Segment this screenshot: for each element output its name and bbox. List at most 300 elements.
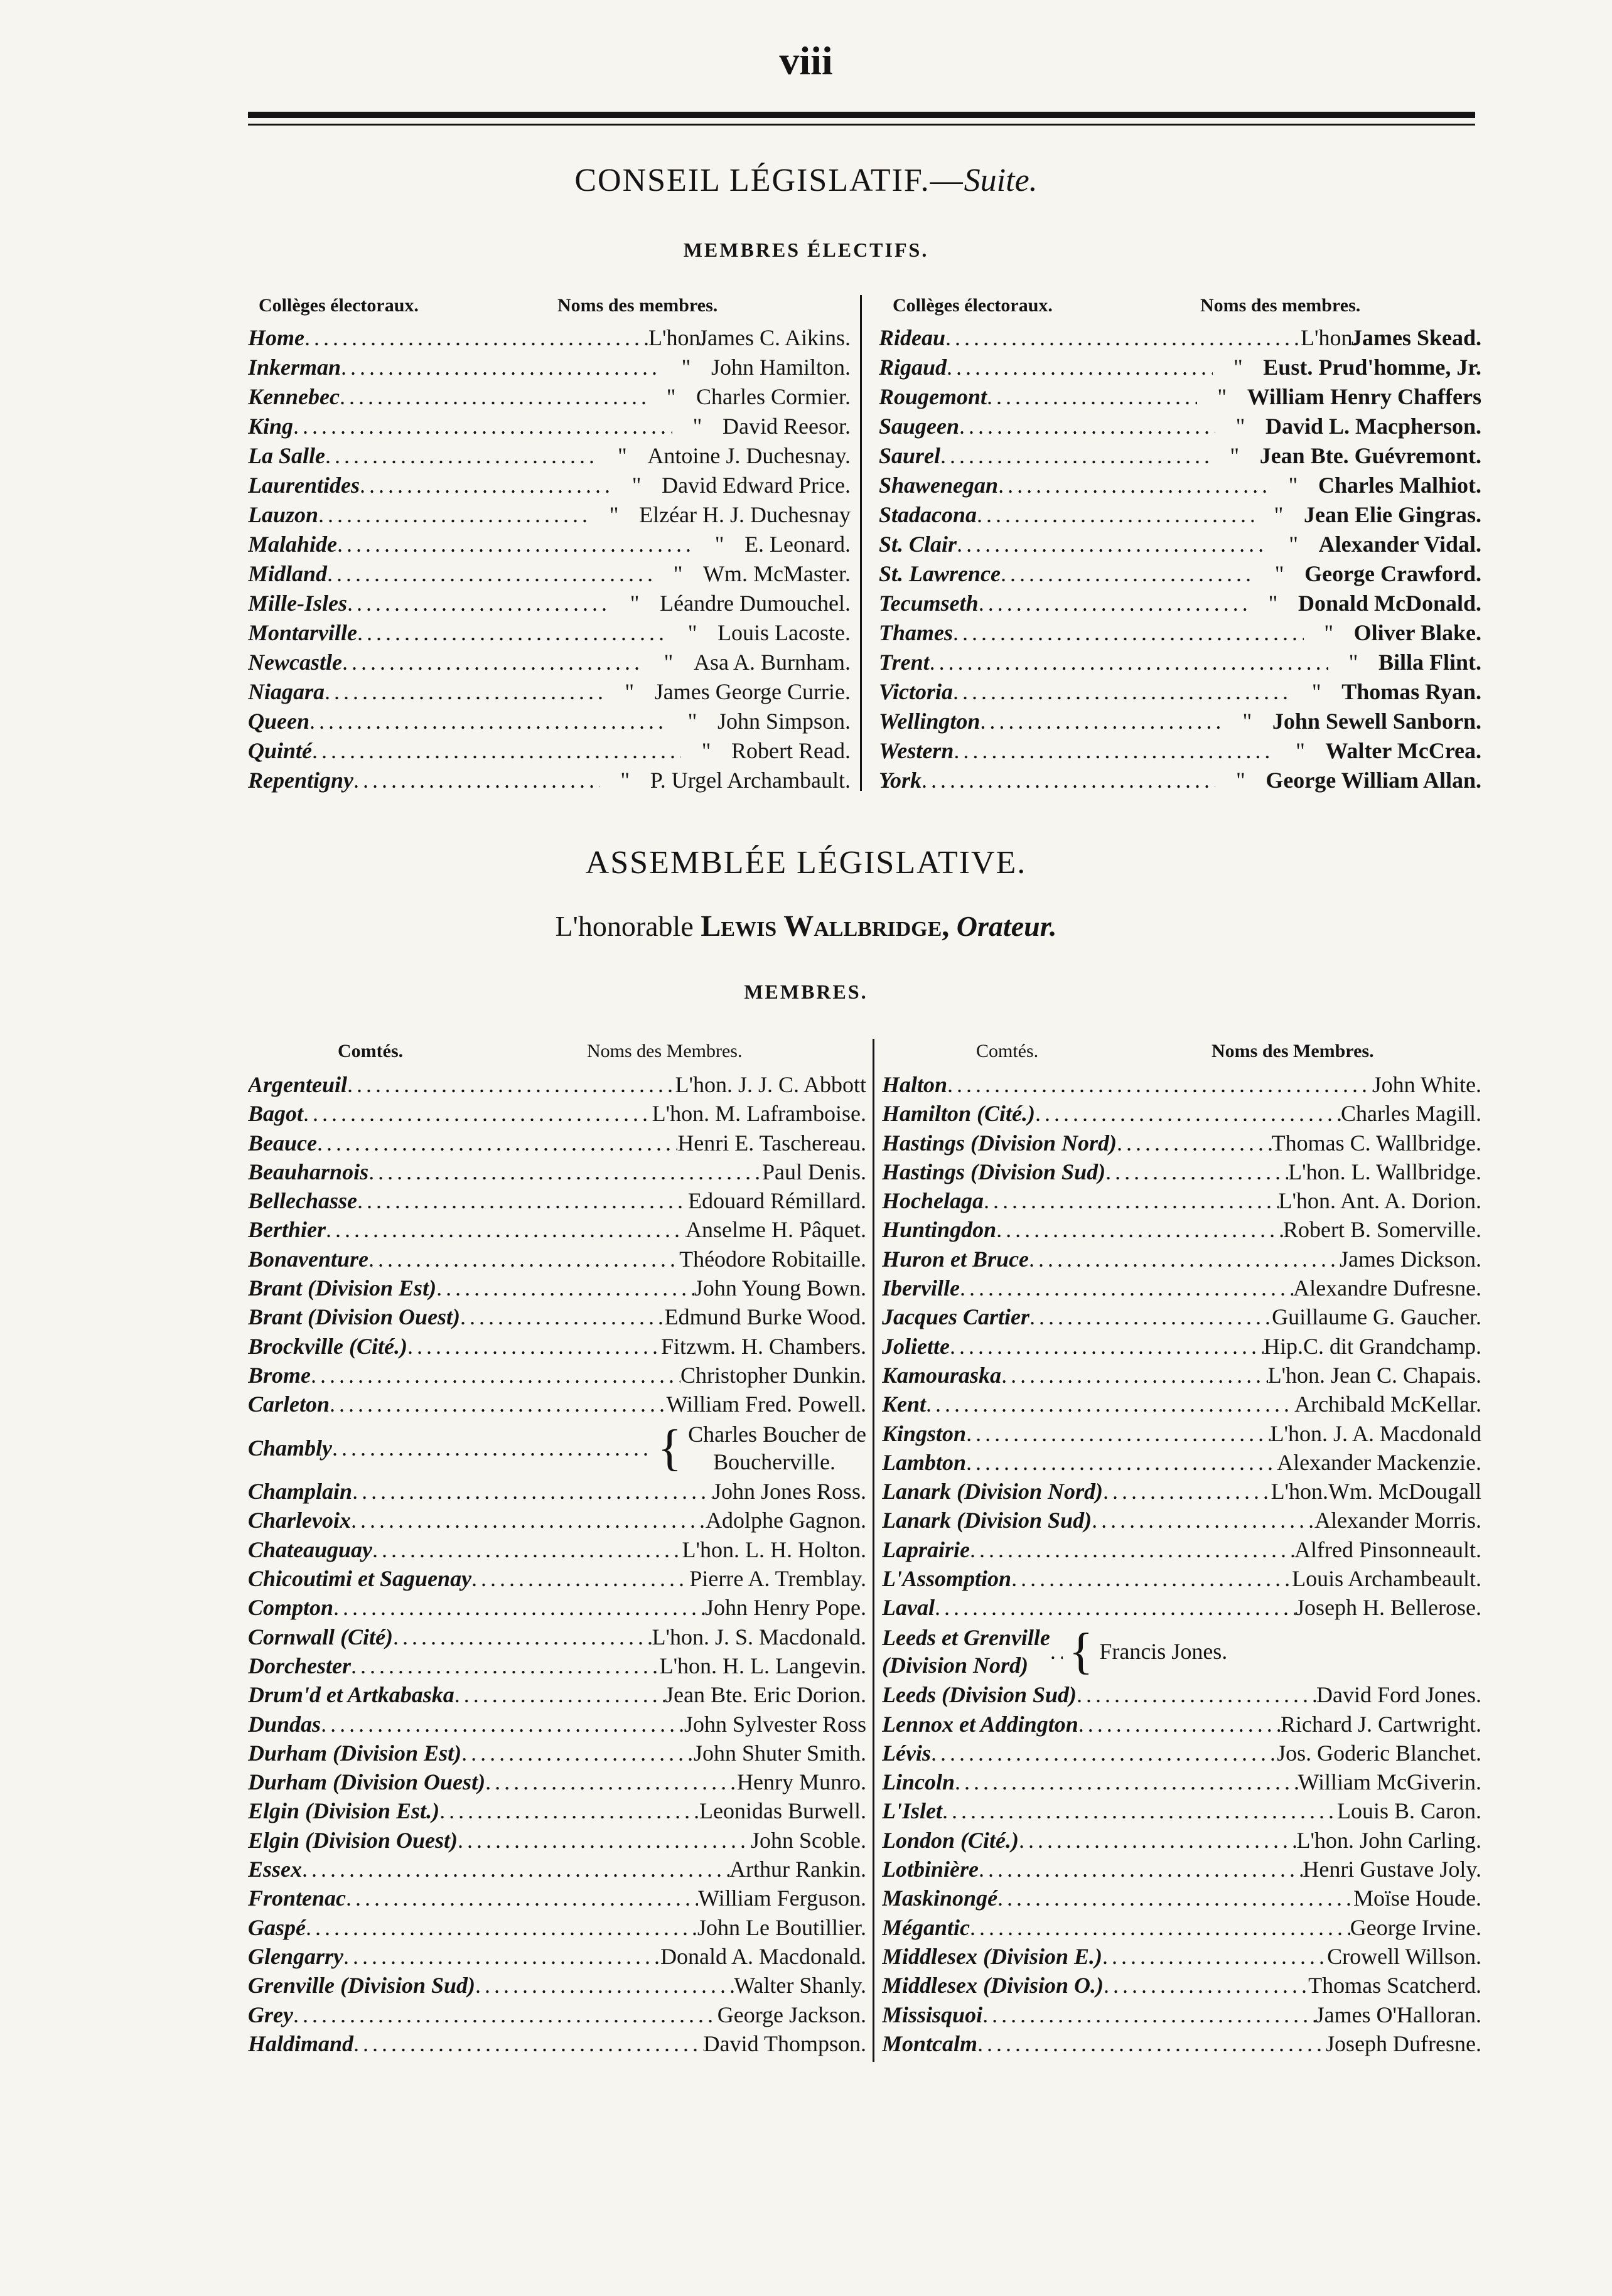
list-item [879, 589, 1481, 618]
leader-dots [966, 1419, 1270, 1448]
comte-name: Mégantic [882, 1914, 970, 1940]
ditto-mark: " [673, 561, 683, 586]
assemblee-column-divider [873, 1039, 874, 2062]
leader-dots [325, 441, 597, 471]
comte-name: Bonaventure [248, 1246, 369, 1272]
ditto-mark: " [1289, 532, 1298, 557]
list-item [248, 2029, 866, 2058]
college-name: Home [248, 325, 304, 350]
list-item [248, 1361, 866, 1390]
college-name: York [879, 768, 922, 793]
comte-name: Compton [248, 1595, 334, 1621]
member-line-2: Boucherville. [713, 1449, 836, 1474]
college-name: Mille-Isles [248, 591, 347, 616]
list-item [248, 530, 851, 559]
leader-dots [332, 1434, 652, 1462]
comte-name: Chicoutimi et Saguenay [248, 1566, 472, 1592]
leader-dots [346, 1884, 698, 1912]
list-item [248, 1186, 866, 1215]
member-name: Hip.C. dit Grandchamp. [1264, 1333, 1481, 1359]
leader-dots [325, 677, 604, 707]
list-item [248, 736, 851, 766]
leader-dots [342, 648, 643, 677]
list-item [882, 1157, 1481, 1186]
list-item [248, 1506, 866, 1535]
leader-dots [454, 1680, 665, 1709]
header-rule-thick [248, 112, 1475, 118]
leader-dots [304, 323, 648, 353]
ditto-mark: " [1230, 443, 1240, 468]
member-name: Léandre Dumouchel. [660, 591, 851, 616]
leader-dots [950, 1332, 1264, 1361]
member-name: John Shuter Smith. [693, 1740, 866, 1766]
conseil-right-col-noms: Noms des membres. [1200, 295, 1361, 316]
list-item [248, 1129, 866, 1157]
list-item [248, 441, 851, 471]
leader-dots [953, 618, 1304, 648]
orateur-role: Orateur. [956, 910, 1057, 942]
leader-dots [1035, 1099, 1341, 1128]
brace-glyph: { [1068, 1623, 1093, 1679]
ditto-mark: " [1233, 355, 1243, 380]
leader-dots [977, 500, 1254, 530]
ditto-mark: " [625, 679, 635, 704]
member-name: Richard J. Cartwright. [1281, 1711, 1481, 1737]
member-name: William Henry Chaffers [1247, 384, 1481, 409]
comte-name: Champlain [248, 1479, 353, 1505]
member-name: John Sylvester Ross [684, 1711, 866, 1737]
member-name: John Jones Ross. [712, 1479, 866, 1505]
list-item [879, 677, 1481, 707]
member-name: Alexander Vidal. [1318, 532, 1481, 557]
leader-dots [368, 1245, 679, 1274]
leader-dots [340, 382, 646, 412]
leader-dots [960, 1274, 1293, 1302]
member-name: Joseph H. Bellerose. [1296, 1595, 1481, 1621]
member-name: Jean Elie Gingras. [1303, 502, 1481, 527]
comte-name: Dorchester [248, 1653, 351, 1678]
list-item [248, 677, 851, 707]
member-name: Archibald McKellar. [1294, 1392, 1481, 1417]
list-item [248, 1796, 866, 1825]
member-name: Alexandre Dufresne. [1293, 1275, 1481, 1301]
comte-name: Lennox et Addington [882, 1711, 1078, 1737]
list-item [879, 648, 1481, 677]
member-name: John Sewell Sanborn. [1272, 709, 1481, 734]
member-name: Walter Shanly. [734, 1973, 866, 1998]
leader-dots [311, 1361, 680, 1390]
ditto-mark: L'hon. [648, 325, 706, 350]
comte-name: Beauce [248, 1130, 317, 1156]
ditto-mark: " [1235, 414, 1245, 439]
list-item [882, 1855, 1481, 1884]
leader-dots [326, 1215, 685, 1244]
list-item [248, 1390, 866, 1419]
leader-dots [372, 1535, 682, 1564]
conseil-right-list [879, 323, 1481, 795]
leader-dots [1102, 1942, 1327, 1971]
member-name: John Simpson. [717, 709, 851, 734]
member-name: E. Leonard. [744, 532, 851, 557]
leader-dots [347, 1070, 675, 1099]
leader-dots [357, 618, 667, 648]
ditto-mark: " [620, 768, 630, 793]
leader-dots [997, 1884, 1353, 1912]
member-name: L'hon. J. S. Macdonald. [652, 1624, 866, 1650]
college-name: Stadacona [879, 502, 977, 527]
list-item [882, 1274, 1481, 1302]
leader-dots [343, 1942, 660, 1971]
ditto-mark: " [1324, 620, 1334, 645]
orateur-name: Lewis Wallbridge, [701, 909, 950, 943]
leader-dots [302, 1855, 729, 1884]
member-name: P. Urgel Archambault. [650, 768, 851, 793]
list-item [879, 382, 1481, 412]
list-item [248, 1855, 866, 1884]
member-name: John Le Boutillier. [697, 1914, 866, 1940]
leader-dots [998, 471, 1268, 500]
list-item [879, 766, 1481, 795]
list-item [879, 441, 1481, 471]
leader-dots [970, 1535, 1294, 1564]
list-item [248, 2000, 866, 2029]
comte-name: Maskinongé [882, 1886, 998, 1911]
assemblee-left-list [248, 1070, 866, 2058]
list-item [248, 766, 851, 795]
ditto-mark: " [1235, 768, 1245, 793]
comte-name: Hastings (Division Nord) [882, 1130, 1117, 1156]
ditto-mark: " [1274, 561, 1284, 586]
comte-name: L'Islet [882, 1798, 942, 1824]
college-name: La Salle [248, 443, 325, 468]
leader-dots [1050, 1638, 1063, 1665]
list-item [882, 1506, 1481, 1535]
list-item [248, 471, 851, 500]
member-name: Donald A. Macdonald. [660, 1943, 866, 1969]
comte-name: Missisquoi [882, 2002, 983, 2027]
conseil-subtitle: MEMBRES ÉLECTIFS. [683, 239, 929, 261]
comte-name: Grenville (Division Sud) [248, 1973, 476, 1998]
college-name: Victoria [879, 679, 954, 704]
leader-dots [1011, 1564, 1292, 1593]
college-name: Montarville [248, 620, 358, 645]
member-name: David Edward Price. [662, 473, 851, 498]
comte-name: L'Assomption [882, 1566, 1012, 1592]
list-item [248, 1332, 866, 1361]
list-item [248, 1942, 866, 1971]
leader-dots [935, 1593, 1296, 1622]
list-item [879, 353, 1481, 382]
list-item [248, 1535, 866, 1564]
comte-name: Cornwall (Cité) [248, 1624, 394, 1650]
leader-dots [333, 1593, 705, 1622]
comte-name: Elgin (Division Ouest) [248, 1827, 458, 1853]
member-name: Charles Cormier. [696, 384, 851, 409]
comte-name: Durham (Division Ouest) [248, 1769, 486, 1795]
member-name: Jean Bte. Guévremont. [1259, 443, 1481, 468]
member-name: David Ford Jones. [1316, 1682, 1481, 1708]
member-name: Moïse Houde. [1353, 1886, 1481, 1911]
comte-name: Lambton [882, 1449, 967, 1475]
list-item [248, 1913, 866, 1942]
page-number: viii [779, 38, 833, 83]
list-item [882, 1564, 1481, 1593]
member-name: James C. Aikins. [698, 325, 851, 350]
list-item [248, 1099, 866, 1128]
comte-line-1: Leeds et Grenville [882, 1624, 1050, 1650]
comte-name: Berthier [248, 1217, 326, 1243]
list-item [882, 1768, 1481, 1796]
comte-name: Lanark (Division Sud) [882, 1508, 1092, 1533]
list-item [882, 1623, 1481, 1681]
member-name: Donald McDonald. [1298, 591, 1481, 616]
member-name [688, 1420, 866, 1476]
member-name: Arthur Rankin. [729, 1857, 866, 1882]
comte-name: Hochelaga [882, 1188, 984, 1214]
leader-dots [984, 1186, 1279, 1215]
leader-dots [953, 677, 1291, 707]
leader-dots [957, 530, 1269, 559]
leader-dots [930, 648, 1328, 677]
college-name: Shawenegan [879, 473, 999, 498]
member-name: James O'Halloran. [1315, 2002, 1481, 2027]
list-item [882, 1186, 1481, 1215]
list-item [879, 736, 1481, 766]
leader-dots [330, 1390, 666, 1419]
member-name: John Scoble. [751, 1827, 866, 1853]
member-name: L'hon. John Carling. [1296, 1827, 1481, 1853]
ditto-mark: " [681, 355, 691, 380]
member-name: L'hon.Wm. McDougall [1271, 1479, 1481, 1505]
comte-name: Chambly [248, 1435, 333, 1461]
member-name: Thomas Scatcherd. [1308, 1973, 1481, 1998]
comte-name: Carleton [248, 1392, 330, 1417]
leader-dots [955, 1768, 1298, 1796]
member-name: Charles Magill. [1341, 1101, 1481, 1127]
ditto-mark: " [1296, 738, 1305, 763]
comte-name: Kamouraska [882, 1362, 1002, 1388]
leader-dots [966, 1448, 1277, 1477]
comte-name: Brant (Division Ouest) [248, 1304, 461, 1330]
leader-dots [926, 1390, 1294, 1419]
member-name: L'hon. L. H. Holton. [682, 1537, 866, 1562]
college-name: Rigaud [879, 355, 947, 380]
conseil-right-col-college: Collèges électoraux. [893, 295, 1053, 316]
header-rule-thin [248, 124, 1475, 126]
conseil-left-col-college: Collèges électoraux. [259, 295, 419, 316]
member-name: George Jackson. [717, 2002, 866, 2027]
college-name: Niagara [248, 679, 325, 704]
list-item [882, 1361, 1481, 1390]
conseil-left-col-noms: Noms des membres. [557, 295, 718, 316]
leader-dots [977, 2029, 1326, 2058]
leader-dots [979, 1855, 1303, 1884]
orateur-prefix: L'honorable [555, 910, 694, 942]
member-name: John Henry Pope. [705, 1595, 866, 1621]
comte-name: London (Cité.) [882, 1827, 1019, 1853]
leader-dots [1019, 1826, 1297, 1855]
member-name: Paul Denis. [762, 1159, 866, 1184]
college-name: Lauzon [248, 502, 319, 527]
comte-name: Haldimand [248, 2030, 354, 2056]
leader-dots [1092, 1506, 1314, 1535]
leader-dots [293, 412, 672, 441]
member-name: Christopher Dunkin. [680, 1362, 866, 1388]
college-name: Thames [879, 620, 954, 645]
conseil-title-suffix: Suite. [964, 163, 1038, 198]
member-name: Joseph Dufresne. [1326, 2030, 1481, 2056]
leader-dots [327, 559, 653, 589]
list-item [882, 1535, 1481, 1564]
member-name: Elzéar H. J. Duchesnay [639, 502, 851, 527]
assemblee-subtitle: MEMBRES. [744, 980, 868, 1003]
comte-name: Lévis [882, 1740, 931, 1766]
college-name: Saurel [879, 443, 941, 468]
comte-name: Brome [248, 1362, 311, 1388]
leader-dots [1078, 1710, 1281, 1739]
comte-name: Dundas [248, 1711, 321, 1737]
member-name: Leonidas Burwell. [699, 1798, 866, 1824]
list-item [248, 382, 851, 412]
leader-dots [1001, 559, 1254, 589]
leader-dots [970, 1913, 1350, 1942]
ditto-mark: L'hon. [1300, 325, 1358, 350]
member-name: Henri E. Taschereau. [677, 1130, 866, 1156]
list-item [882, 1129, 1481, 1157]
comte-name: Grey [248, 2002, 293, 2027]
college-name: Rougemont [879, 384, 987, 409]
member-name: Fitzwm. H. Chambers. [661, 1333, 866, 1359]
member-name: Charles Malhiot. [1318, 473, 1481, 498]
leader-dots [317, 1129, 677, 1157]
member-name: James Skead. [1350, 325, 1481, 350]
assemblee-right-col-comtes: Comtés. [976, 1041, 1039, 1061]
leader-dots [942, 1796, 1337, 1825]
assemblee-right-col-noms: Noms des Membres. [1212, 1041, 1374, 1061]
list-item [882, 1245, 1481, 1274]
ditto-mark: " [714, 532, 724, 557]
college-name: Quinté [248, 738, 313, 763]
list-item [248, 648, 851, 677]
list-item [882, 2029, 1481, 2058]
ditto-mark: " [618, 443, 627, 468]
leader-dots [306, 1913, 697, 1942]
comte-name: Durham (Division Est) [248, 1740, 462, 1766]
leader-dots [353, 766, 600, 795]
member-name: George William Allan. [1265, 768, 1481, 793]
list-item [882, 1477, 1481, 1506]
ditto-mark: " [701, 738, 711, 763]
member-name: William Fred. Powell. [666, 1392, 866, 1417]
list-item [882, 1913, 1481, 1942]
member-name: Robert Read. [731, 738, 851, 763]
member-name: Asa A. Burnham. [694, 650, 851, 675]
brace-glyph: { [657, 1420, 682, 1476]
comte-name: Jacques Cartier [882, 1304, 1030, 1330]
leader-dots [1103, 1477, 1271, 1506]
member-name: George Crawford. [1304, 561, 1481, 586]
comte-name: Elgin (Division Est.) [248, 1798, 440, 1824]
leader-dots [1001, 1361, 1268, 1390]
leader-dots [321, 1710, 684, 1739]
member-name: Alexander Morris. [1314, 1508, 1481, 1533]
list-item [879, 559, 1481, 589]
list-item [248, 1680, 866, 1709]
member-name: William McGiverin. [1298, 1769, 1481, 1795]
conseil-column-divider [860, 295, 862, 791]
member-name: James George Currie. [654, 679, 851, 704]
assemblee-left-col-noms: Noms des Membres. [587, 1041, 743, 1061]
college-name: Western [879, 738, 954, 763]
leader-dots [931, 1739, 1277, 1768]
list-item [879, 707, 1481, 736]
ditto-mark: " [1242, 709, 1252, 734]
ditto-mark: " [1217, 384, 1227, 409]
leader-dots [475, 1971, 734, 2000]
list-item [882, 1070, 1481, 1099]
list-item [248, 353, 851, 382]
list-item [882, 1884, 1481, 1912]
conseil-title [0, 162, 1612, 199]
comte-name: Bagot [248, 1101, 304, 1127]
leader-dots [945, 323, 1301, 353]
conseil-title-main: CONSEIL LÉGISLATIF.— [574, 163, 964, 198]
comte-name: Laval [882, 1595, 935, 1621]
member-name: Alexander Mackenzie. [1277, 1449, 1481, 1475]
member-name: David Reesor. [723, 414, 851, 439]
college-name: Saugeen [879, 414, 960, 439]
member-name: Louis B. Caron. [1337, 1798, 1481, 1824]
member-name: James Dickson. [1340, 1246, 1481, 1272]
comte-name: Joliette [882, 1333, 950, 1359]
leader-dots [1104, 1971, 1308, 2000]
ditto-mark: " [1348, 650, 1358, 675]
member-name: Edmund Burke Wood. [664, 1304, 866, 1330]
member-name: Henry Munro. [737, 1769, 866, 1795]
member-name: Francis Jones. [1099, 1638, 1228, 1664]
list-item [882, 1302, 1481, 1331]
member-name: L'hon. Jean C. Chapais. [1267, 1362, 1481, 1388]
assemblee-left-col-comtes: Comtés. [338, 1041, 404, 1061]
college-name: Repentigny [248, 768, 353, 793]
list-item [248, 559, 851, 589]
comte-name: Bellechasse [248, 1188, 357, 1214]
member-name: Adolphe Gagnon. [706, 1508, 866, 1533]
leader-dots [996, 1215, 1283, 1244]
list-item [882, 1710, 1481, 1739]
list-item [248, 1157, 866, 1186]
comte-name: Lanark (Division Nord) [882, 1479, 1104, 1505]
assemblee-title: ASSEMBLÉE LÉGISLATIVE. [585, 845, 1027, 881]
list-item [879, 500, 1481, 530]
comte-name: Hamilton (Cité.) [882, 1101, 1036, 1127]
college-name: Malahide [248, 532, 338, 557]
member-name: L'hon. M. Laframboise. [652, 1101, 866, 1127]
member-line-1: Charles Boucher de [688, 1421, 866, 1447]
member-name: Wm. McMaster. [703, 561, 851, 586]
comte-name: Montcalm [882, 2030, 978, 2056]
leader-dots [940, 441, 1210, 471]
member-name: Théodore Robitaille. [679, 1246, 866, 1272]
leader-dots [309, 707, 667, 736]
member-name: Oliver Blake. [1353, 620, 1481, 645]
comte-name [882, 1624, 1050, 1679]
conseil-left-list [248, 323, 851, 795]
comte-name: Lotbinière [882, 1857, 979, 1882]
member-name: L'hon. H. L. Langevin. [659, 1653, 866, 1678]
list-item [248, 1419, 866, 1478]
leader-dots [980, 707, 1222, 736]
